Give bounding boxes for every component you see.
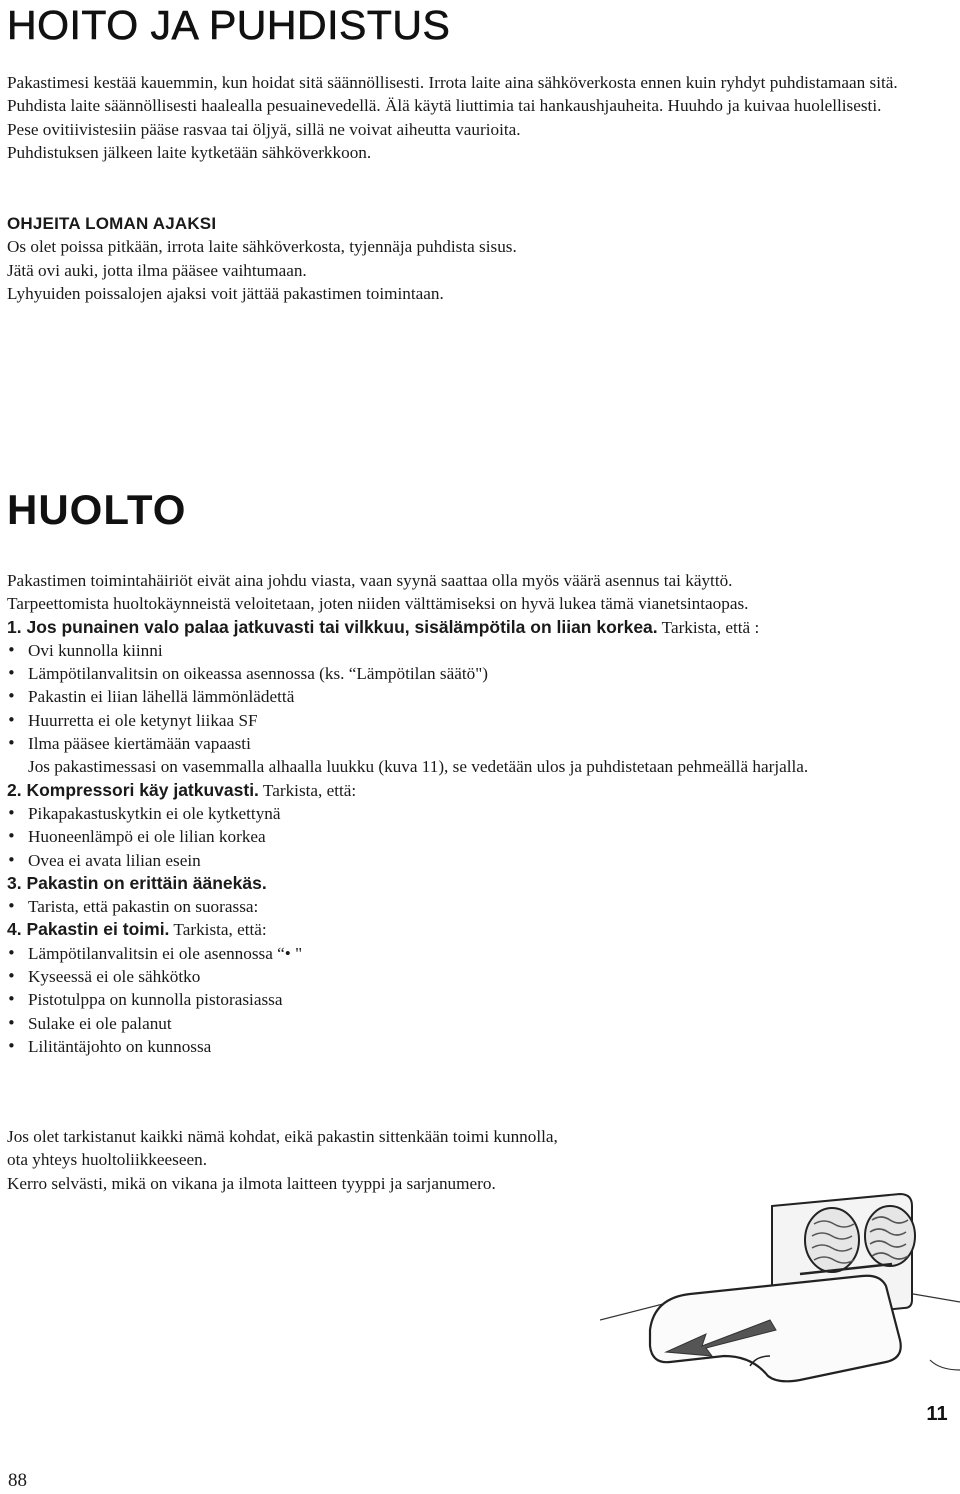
list-item: • Ovi kunnolla kiinni — [7, 639, 952, 662]
service-title: HUOLTO — [7, 486, 187, 533]
care-section — [7, 71, 952, 164]
closing-line: Kerro selvästi, mikä on vikana ja ilmota laitteen tyyppi ja sarjanumero. — [7, 1173, 496, 1193]
service-intro: Tarpeettomista huoltokäynneistä veloitetaan, joten niiden välttämiseksi on hyvä lukea tämä vianetsintaopas. — [7, 594, 749, 614]
item-1-title: 1. Jos punainen valo palaa jatkuvasti tai vilkkuu, sisälämpötila on liian korkea. — [7, 616, 658, 637]
care-line-grease: Pese ovitiivistesiin pääse rasvaa tai öljyä, sillä ne voivat aiheutta vaurioita. — [7, 119, 521, 139]
service-section — [7, 569, 952, 1058]
list-item: • Huurretta ei ole ketynyt liikaa SF — [7, 709, 952, 732]
list-item: • Pakastin ei liian lähellä lämmönlädettä — [7, 685, 952, 708]
list-item: • Kyseessä ei ole sähkötko — [7, 965, 952, 988]
figure-11-illustration — [600, 1180, 960, 1440]
list-item: • Pistotulppa on kunnolla pistorasiassa — [7, 988, 952, 1011]
item-4-title: 4. Pakastin ei toimi. — [7, 919, 170, 940]
list-item: • Ovea ei avata lilian esein — [7, 849, 952, 872]
page-number: 88 — [8, 1470, 27, 1491]
item-2-title: 2. Kompressori käy jatkuvasti. — [7, 779, 259, 800]
figure-number-label: 11 — [926, 1403, 948, 1425]
service-intro: Pakastimen toimintahäiriöt eivät aina johdu viasta, vaan syynä saattaa olla myös väärä asennus tai käyttö. — [7, 571, 733, 590]
list-item: • Lämpötilanvalitsin on oikeassa asennossa (ks. “Lämpötilan säätö") — [7, 662, 952, 685]
troubleshoot-item-2 — [7, 779, 952, 802]
item-1-check: Tarkista, että : — [661, 617, 760, 637]
closing-note — [7, 1125, 582, 1195]
item-2-check: Tarkista, että: — [262, 780, 357, 800]
holiday-line: Jätä ovi auki, jotta ilma pääsee vaihtumaan. — [7, 260, 307, 280]
list-item: • Ilma pääsee kiertämään vapaasti — [7, 732, 952, 755]
item-2-bullets — [7, 802, 952, 872]
item-1-note: Jos pakastimessasi on vasemmalla alhaalla luukku (kuva 11), se vedetään ulos ja puhdistetaan pehmeällä harjalla. — [28, 757, 809, 777]
list-item: • Huoneenlämpö ei ole lilian korkea — [7, 825, 952, 848]
list-item: • Sulake ei ole palanut — [7, 1012, 952, 1035]
list-item: • Pikapakastuskytkin ei ole kytkettynä — [7, 802, 952, 825]
troubleshoot-item-1 — [7, 616, 952, 639]
care-title: HOITO JA PUHDISTUS — [7, 2, 451, 48]
troubleshoot-item-3 — [7, 872, 952, 895]
holiday-section — [7, 212, 952, 305]
holiday-heading: OHJEITA LOMAN AJAKSI — [7, 214, 217, 233]
item-4-check: Tarkista, että: — [173, 920, 267, 940]
closing-line: Jos olet tarkistanut kaikki nämä kohdat, eikä pakastin sittenkään toimi kunnolla, ota yhteys huoltoliikkeeseen. — [7, 1127, 558, 1170]
item-3-title: 3. Pakastin on erittäin äänekäs. — [7, 872, 267, 893]
troubleshoot-item-4 — [7, 918, 952, 941]
holiday-line: Lyhyuiden poissalojen ajaksi voit jättää pakastimen toimintaan. — [7, 283, 444, 303]
care-paragraph: Pakastimesi kestää kauemmin, kun hoidat sitä säännöllisesti. Irrota laite aina sähköverkosta ennen kuin ryhdyt puhdistamaan sitä. Puhdista laite säännöllisesti haalealla pesuainevedellä. Älä käytä liuttimia tai hankaushjauheita. Huuhdo ja kuivaa huolellisesti. — [7, 73, 898, 116]
item-4-bullets — [7, 942, 952, 1058]
item-3-bullets — [7, 895, 952, 918]
list-item: • Lämpötilanvalitsin ei ole asennossa “• " — [7, 942, 952, 965]
item-1-bullets — [7, 639, 952, 755]
list-item: • Lilitäntäjohto on kunnossa — [7, 1035, 952, 1058]
care-line-reconnect: Puhdistuksen jälkeen laite kytketään sähköverkkoon. — [7, 142, 372, 162]
list-item: • Tarista, että pakastin on suorassa: — [7, 895, 952, 918]
grille-illustration — [600, 1180, 960, 1440]
holiday-line: Os olet poissa pitkään, irrota laite sähköverkosta, tyjennäja puhdista sisus. — [7, 237, 517, 257]
